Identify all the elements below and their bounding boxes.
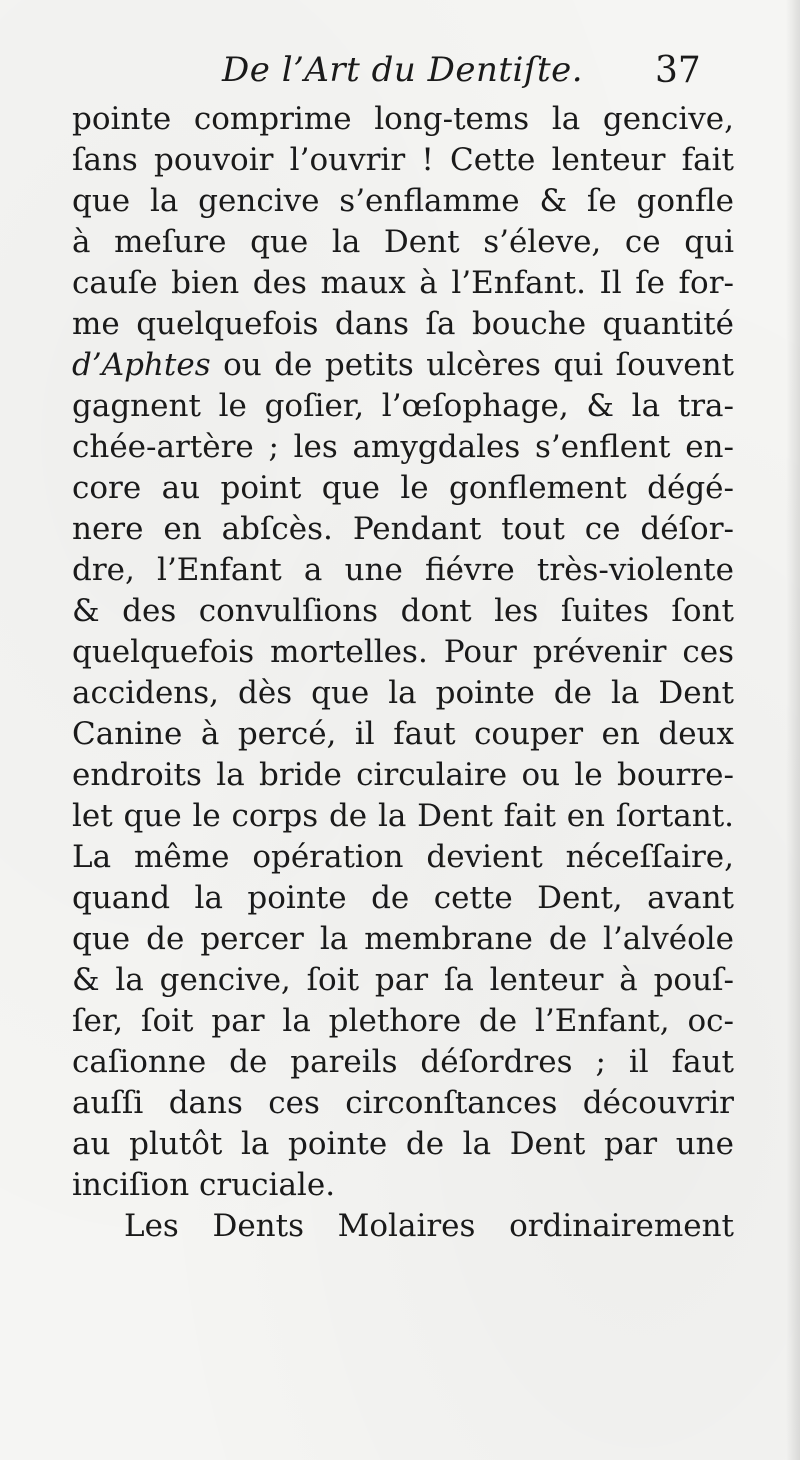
italic-term: d’Aphtes <box>72 347 211 383</box>
text-line: chée-artère ; les amygdales s’enflent en- <box>72 429 734 465</box>
text-line: La même opération devient néceſſaire, <box>72 839 734 875</box>
text-line: nere en abſcès. Pendant tout ce déſor- <box>72 511 734 547</box>
text-line: cauſe bien des maux à l’Enfant. Il ſe for- <box>72 265 734 301</box>
text-line: let que le corps de la Dent fait en ſortant. <box>72 798 734 834</box>
text-line: au plutôt la pointe de la Dent par une <box>72 1126 734 1162</box>
text-line: que la gencive s’enflamme & ſe gonfle <box>72 183 734 219</box>
text-line: Canine à percé, il faut couper en deux <box>72 716 734 752</box>
text-line: accidens, dès que la pointe de la Dent <box>72 675 734 711</box>
text-line: caſionne de pareils déſordres ; il faut <box>72 1044 734 1080</box>
paragraph-start-line: Les Dents Molaires ordinairement <box>124 1208 734 1244</box>
body-text <box>72 99 734 1247</box>
text-line: à meſure que la Dent s’éleve, ce qui <box>72 224 734 260</box>
page-edge-shadow <box>786 0 800 1460</box>
text-line: me quelquefois dans ſa bouche quantité <box>72 306 734 342</box>
text-line: ſans pouvoir l’ouvrir ! Cette lenteur fait <box>72 142 734 178</box>
text-line: auſſi dans ces circonſtances découvrir <box>72 1085 734 1121</box>
text-line: quand la pointe de cette Dent, avant <box>72 880 734 916</box>
text-line: core au point que le gonflement dégé- <box>72 470 734 506</box>
text-line-with-italic <box>72 345 734 386</box>
text-line: & la gencive, ſoit par ſa lenteur à pouſ- <box>72 962 734 998</box>
text-line: pointe comprime long-tems la gencive, <box>72 101 734 137</box>
text-line: gagnent le goſier, l’œſophage, & la tra- <box>72 388 734 424</box>
text-line: dre, l’Enfant a une fiévre très-violente <box>72 552 734 588</box>
text-line: quelquefois mortelles. Pour prévenir ces <box>72 634 734 670</box>
running-head: De l’Art du Dentiſte. <box>222 50 584 90</box>
page-number: 37 <box>655 50 701 91</box>
text-line: ſer, ſoit par la plethore de l’Enfant, oc- <box>72 1003 734 1039</box>
text-line-rest: ou de petits ulcères qui ſouvent <box>223 347 734 383</box>
text-line: que de percer la membrane de l’alvéole <box>72 921 734 957</box>
text-line: & des convulſions dont les ſuites ſont <box>72 593 734 629</box>
text-line: endroits la bride circulaire ou le bourre- <box>72 757 734 793</box>
paragraph-end-line: inciſion cruciale. <box>72 1167 336 1203</box>
